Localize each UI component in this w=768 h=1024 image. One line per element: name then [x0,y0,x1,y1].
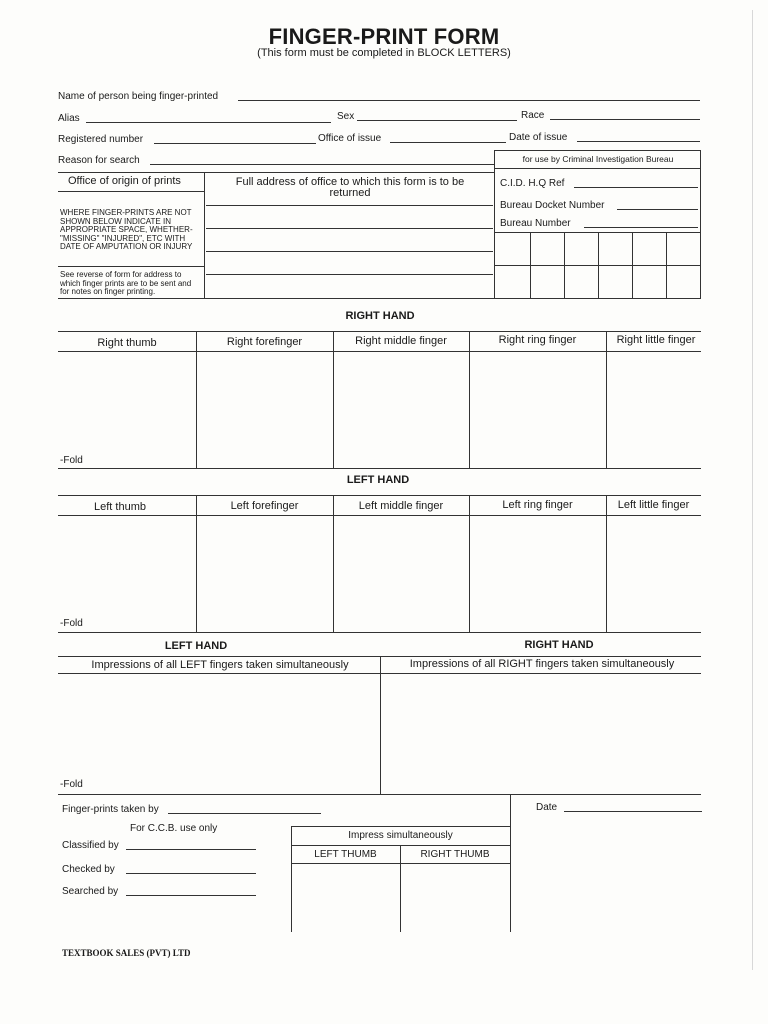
simultaneous-fold: -Fold [60,779,83,790]
left-ring-finger-print-box[interactable] [470,516,605,631]
right-little-finger-print-box[interactable] [607,352,700,467]
publisher-footer: TEXTBOOK SALES (PVT) LTD [62,948,191,958]
left-little-finger-label: Left little finger [617,499,690,511]
right-thumb-impress-box[interactable] [401,864,509,931]
left-thumb-impress-box[interactable] [292,864,399,931]
alias-label: Alias [58,113,80,124]
cid-header: for use by Criminal Investigation Bureau [522,154,674,164]
office-of-issue-field[interactable] [390,142,506,143]
right-thumb-header: RIGHT THUMB [420,849,490,860]
right-simultaneous-print-box[interactable] [381,674,700,793]
date-of-issue-label: Date of issue [509,132,568,143]
office-of-issue-label: Office of issue [318,133,382,144]
left-simultaneous-label: Impressions of all LEFT fingers taken simultaneously [91,659,349,671]
date-label: Date [536,802,558,813]
right-ring-finger-print-box[interactable] [470,352,605,467]
right-little-finger-label: Right little finger [616,334,696,346]
registered-number-label: Registered number [58,134,144,145]
race-field[interactable] [550,119,700,120]
right-forefinger-label: Right forefinger [226,336,303,348]
address-line-3[interactable] [206,251,493,252]
left-hand-title: LEFT HAND [346,474,410,486]
cid-ref-field[interactable] [574,187,698,188]
address-line-1[interactable] [206,205,493,206]
registered-number-field[interactable] [154,143,316,144]
form-subtitle: (This form must be completed in BLOCK LETTERS) [257,47,511,59]
left-middle-finger-label: Left middle finger [358,500,444,512]
right-simultaneous-label: Impressions of all RIGHT fingers taken simultaneously [409,658,675,670]
right-ring-finger-label: Right ring finger [498,334,577,346]
address-line-2[interactable] [206,228,493,229]
right-hand-fold: -Fold [60,455,83,466]
name-field[interactable] [238,100,700,101]
cid-ref-label: C.I.D. H.Q Ref [500,178,565,189]
left-little-finger-print-box[interactable] [607,516,700,631]
right-hand-title: RIGHT HAND [345,310,415,322]
left-ring-finger-label: Left ring finger [502,499,573,511]
checked-by-label: Checked by [62,864,115,875]
alias-field[interactable] [86,122,331,123]
date-field[interactable] [564,811,702,812]
left-simultaneous-print-box[interactable] [59,674,379,793]
reverse-note: See reverse of form for address to which finger prints are to be sent and for notes on finger printing. [60,270,192,297]
searched-by-field[interactable] [126,895,256,896]
full-address-label: Full address of office to which this form is to be returned [235,176,465,199]
left-hand-fold: -Fold [60,618,83,629]
impress-label: Impress simultaneously [348,830,453,841]
office-origin-label: Office of origin of prints [68,175,181,187]
simultaneous-right-title: RIGHT HAND [524,639,594,651]
right-thumb-print-box[interactable] [59,352,195,467]
left-thumb-header: LEFT THUMB [314,849,377,860]
ccb-label: For C.C.B. use only [130,823,218,834]
classified-by-field[interactable] [126,849,256,850]
sex-field[interactable] [357,120,517,121]
bureau-number-label: Bureau Number [500,218,571,229]
checked-by-field[interactable] [126,873,256,874]
bureau-number-field[interactable] [584,227,698,228]
sex-label: Sex [337,111,355,122]
searched-by-label: Searched by [62,886,119,897]
classified-by-label: Classified by [62,840,119,851]
date-of-issue-field[interactable] [577,141,700,142]
taken-by-field[interactable] [168,813,321,814]
right-thumb-label: Right thumb [97,337,157,349]
left-middle-finger-print-box[interactable] [334,516,468,631]
left-forefinger-label: Left forefinger [230,500,299,512]
reason-field[interactable] [150,164,495,165]
right-middle-finger-label: Right middle finger [355,335,447,347]
right-forefinger-print-box[interactable] [197,352,332,467]
docket-field[interactable] [617,209,698,210]
reason-label: Reason for search [58,155,140,166]
left-thumb-print-box[interactable] [59,516,195,631]
missing-note: WHERE FINGER-PRINTS ARE NOT SHOWN BELOW INDICATE IN APPROPRIATE SPACE, WHETHER- "MISSING" "INJURED", ETC WITH DATE OF AMPUTATION OR INJURY [60,208,193,252]
form-title: FINGER-PRINT FORM [268,24,500,49]
taken-by-label: Finger-prints taken by [62,804,159,815]
simultaneous-left-title: LEFT HAND [164,640,228,652]
race-label: Race [521,110,545,121]
right-middle-finger-print-box[interactable] [334,352,468,467]
left-thumb-label: Left thumb [94,501,146,513]
left-forefinger-print-box[interactable] [197,516,332,631]
docket-label: Bureau Docket Number [500,200,605,211]
address-line-4[interactable] [206,274,493,275]
name-label: Name of person being finger-printed [58,91,219,102]
